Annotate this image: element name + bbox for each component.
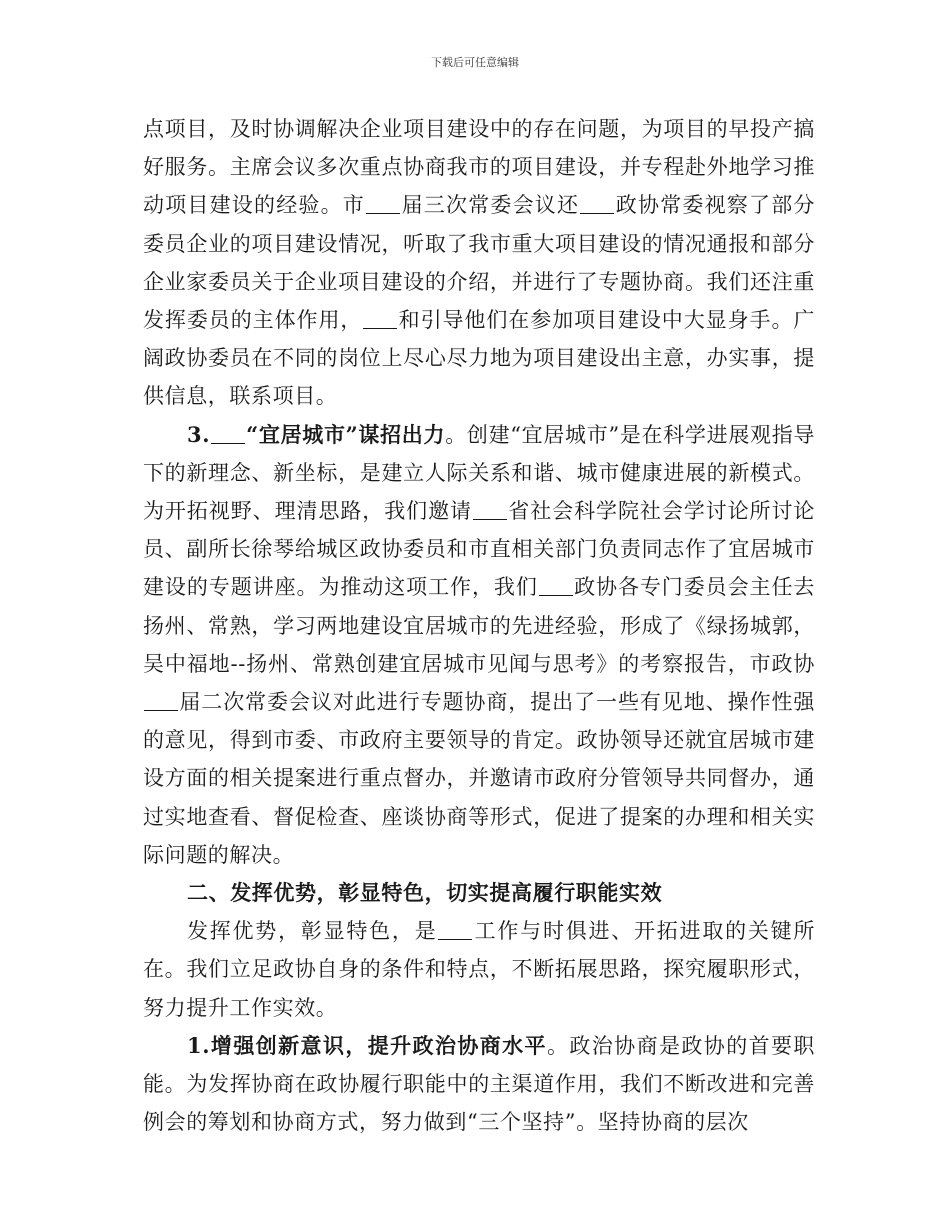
section-title: “宜居城市”谋招出力 — [246, 421, 446, 447]
text-span: 和引导他们在参加项目建设中大显身手。广阔政协委员在不同的岗位上尽心尽力地为项目建设出主意，办实事，提供信息，联系项目。 — [143, 308, 815, 409]
text-span: 政协常委视察了部分委员企业的项目建设情况，听取了我市重大项目建设的情况通报和部分企业家委员关于企业项目建设的介绍，并进行了专题协商。我们还注重发挥委员的主体作用， — [143, 193, 815, 333]
text-span: 点项目，及时协调解决企业项目建设中的存在问题，为项目的早投产搞好服务。主席会议多次重点协商我市的项目建设，并专程赴外地学习推动项目建设的经验。市 — [143, 117, 815, 218]
page-header: 下载后可任意编辑 — [431, 56, 519, 69]
blank-underline — [211, 442, 245, 444]
paragraph-project-construction — [143, 110, 815, 416]
paragraph-advantages — [143, 912, 815, 1027]
paragraph-political-consultation — [143, 1027, 815, 1142]
text-span: 。政治协商是政协的首要职能。为发挥协商在政协履行职能中的主渠道作用，我们不断改进和完善例会的筹划和协商方式，努力做到“三个坚持”。坚持协商的层次 — [143, 1033, 815, 1135]
blank-underline — [539, 594, 573, 596]
blank-underline — [144, 709, 178, 711]
blank-underline — [366, 212, 400, 214]
text-span: 届三次常委会议还 — [401, 193, 580, 218]
section-number: 3. — [187, 421, 211, 447]
text-span: 工作与时俱进、开拓进取的关键所在。我们立足政协自身的条件和特点，不断拓展思路，探究履职形式，努力提升工作实效。 — [143, 919, 816, 1020]
blank-underline — [363, 327, 397, 329]
blank-underline — [438, 938, 472, 940]
paragraph-livable-city — [143, 416, 815, 874]
section-title: 1.增强创新意识，提升政治协商水平 — [187, 1032, 547, 1058]
section-heading: 二、发挥优势，彰显特色，切实提高履行职能实效 — [187, 880, 663, 906]
text-span: 届二次常委会议对此进行专题协商，提出了一些有见地、操作性强的意见，得到市委、市政府主要领导的肯定。政协领导还就宜居城市建设方面的相关提案进行重点督办，并邀请市政府分管领导共同督办，通过实地查看、督促检查、座谈协商等形式，促进了提案的办理和相关实际问题的解决。 — [143, 690, 815, 867]
text-span: 政协各专门委员会主任去扬州、常熟，学习两地建设宜居城市的先进经验，形成了《绿扬城郭，吴中福地--扬州、常熟创建宜居城市见闻与思考》的考察报告，市政协 — [143, 575, 815, 676]
text-span: 发挥优势，彰显特色，是 — [187, 919, 438, 944]
text-span: 。创建“宜居城市”是在科学进展观指导下的新理念、新坐标，是建立人际关系和谐、城市健康进展的新模式。为开拓视野、理清思路，我们邀请 — [143, 422, 815, 524]
blank-underline — [473, 518, 507, 520]
blank-underline — [580, 212, 614, 214]
document-body — [143, 110, 815, 1141]
text-span: 省社会科学院社会学讨论所讨论员、副所长徐琴给城区政协委员和市直相关部门负责同志作了宜居城市建设的专题讲座。为推动这项工作，我们 — [143, 499, 815, 600]
